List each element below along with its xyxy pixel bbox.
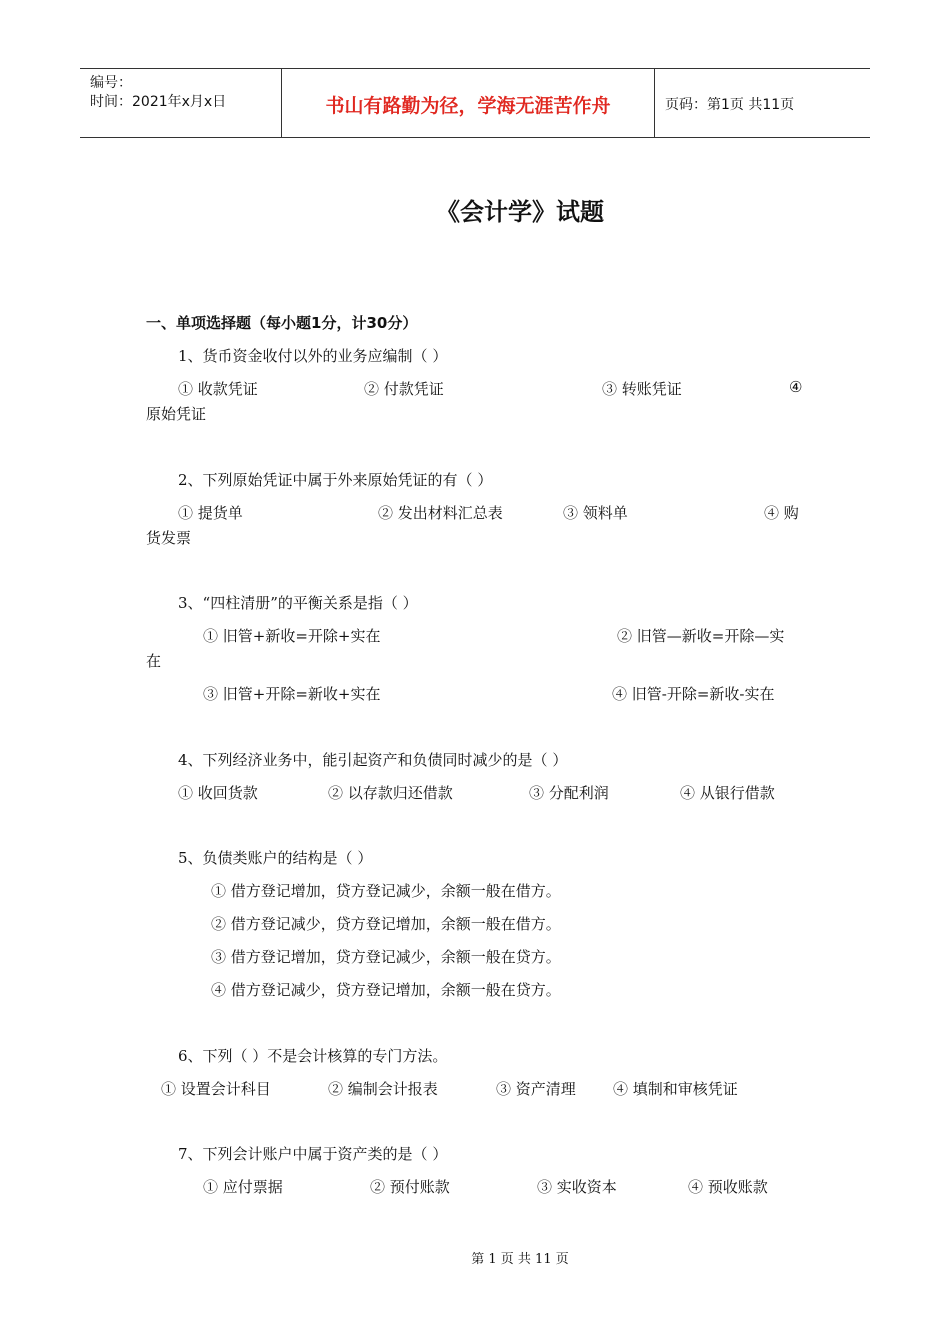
- document-header: [80, 68, 870, 138]
- question-7-option-b: ② 预付账款: [370, 1178, 450, 1196]
- time-label: 时间：2021年x月x日: [90, 94, 227, 110]
- question-2-option-b: ② 发出材料汇总表: [378, 504, 503, 522]
- header-meta-cell: [80, 69, 282, 137]
- question-7-option-c: ③ 实收资本: [537, 1178, 617, 1196]
- question-1-option-a: ① 收款凭证: [178, 380, 258, 398]
- header-motto-cell: [282, 69, 655, 137]
- question-4-option-d: ④ 从银行借款: [680, 784, 775, 802]
- question-6-stem: 6、下列（ ）不是会计核算的专门方法。: [178, 1047, 448, 1065]
- question-5-option-d: ④ 借方登记减少，贷方登记增加，余额一般在贷方。: [211, 981, 561, 999]
- question-7-option-a: ① 应付票据: [203, 1178, 283, 1196]
- question-2-option-d-wrap: 货发票: [146, 529, 192, 547]
- page-title: 《会计学》试题: [436, 198, 604, 226]
- question-2-option-c: ③ 领料单: [563, 504, 628, 522]
- question-3-option-b-wrap: 在: [146, 652, 162, 670]
- question-4-stem: 4、下列经济业务中，能引起资产和负债同时减少的是（ ）: [178, 751, 568, 769]
- question-6-option-b: ② 编制会计报表: [328, 1080, 438, 1098]
- question-5-option-a: ① 借方登记增加，贷方登记减少，余额一般在借方。: [211, 882, 561, 900]
- question-1-option-c: ③ 转账凭证: [602, 380, 682, 398]
- question-1-option-d: ④: [789, 378, 803, 396]
- question-3-stem: 3、“四柱清册”的平衡关系是指（ ）: [178, 594, 418, 612]
- question-2-stem: 2、下列原始凭证中属于外来原始凭证的有（ ）: [178, 471, 493, 489]
- question-5-option-b: ② 借方登记减少，贷方登记增加，余额一般在借方。: [211, 915, 561, 933]
- question-6-option-c: ③ 资产清理: [496, 1080, 576, 1098]
- question-4-option-b: ② 以存款归还借款: [328, 784, 453, 802]
- question-1-stem: 1、货币资金收付以外的业务应编制（ ）: [178, 347, 448, 365]
- number-label: 编号：: [90, 75, 132, 91]
- question-1-option-b: ② 付款凭证: [364, 380, 444, 398]
- question-2-option-d: ④ 购: [764, 504, 799, 522]
- header-page-cell: [655, 69, 870, 137]
- question-6-option-d: ④ 填制和审核凭证: [613, 1080, 738, 1098]
- question-1-option-d-wrap: 原始凭证: [146, 405, 207, 423]
- question-5-option-c: ③ 借方登记增加，贷方登记减少，余额一般在贷方。: [211, 948, 561, 966]
- question-6-option-a: ① 设置会计科目: [161, 1080, 271, 1098]
- page-footer: 第 1 页 共 11 页: [471, 1252, 569, 1267]
- question-5-stem: 5、负债类账户的结构是（ ）: [178, 849, 373, 867]
- question-2-option-a: ① 提货单: [178, 504, 243, 522]
- question-7-option-d: ④ 预收账款: [688, 1178, 768, 1196]
- question-3-option-d: ④ 旧管-开除=新收-实在: [612, 685, 775, 703]
- question-3-option-c: ③ 旧管+开除=新收+实在: [203, 685, 381, 703]
- motto: 书山有路勤为径，学海无涯苦作舟: [325, 95, 611, 117]
- question-4-option-c: ③ 分配利润: [529, 784, 609, 802]
- question-3-option-a: ① 旧管+新收=开除+实在: [203, 627, 381, 645]
- section-heading: 一、单项选择题（每小题1分，计30分）: [146, 314, 418, 332]
- question-7-stem: 7、下列会计账户中属于资产类的是（ ）: [178, 1145, 448, 1163]
- question-3-option-b: ② 旧管—新收=开除—实: [617, 627, 785, 645]
- page-info: 页码：第1页 共11页: [665, 97, 795, 113]
- question-4-option-a: ① 收回货款: [178, 784, 258, 802]
